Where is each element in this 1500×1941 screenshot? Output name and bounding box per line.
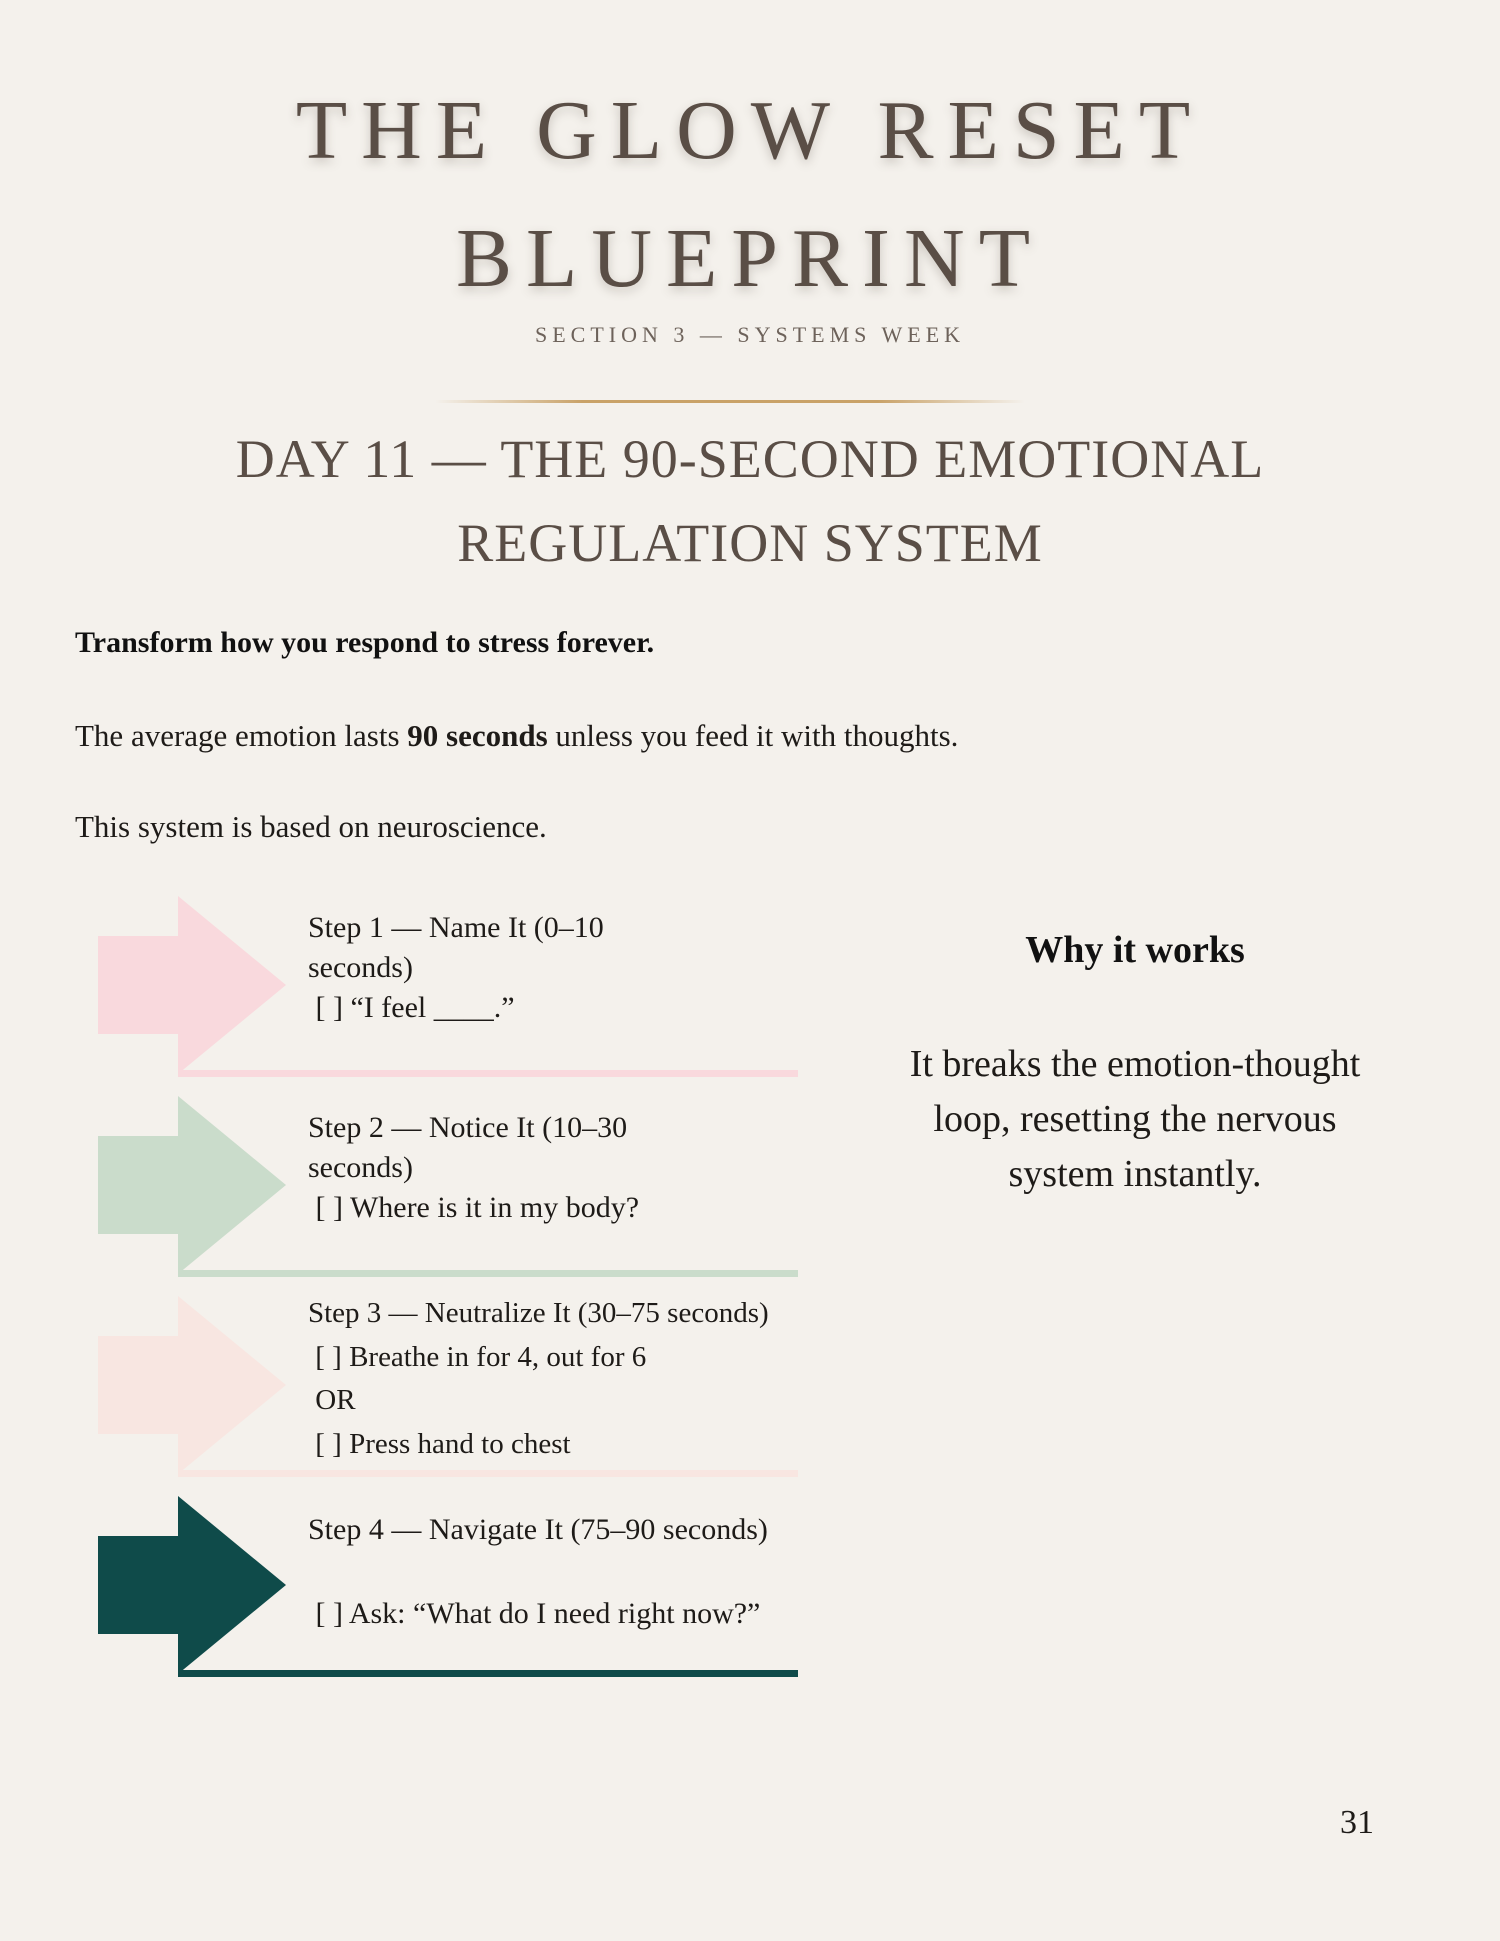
step-1-heading-cont: seconds) (308, 950, 413, 984)
document-title-line-1: THE GLOW RESET (295, 84, 1205, 177)
step-2-underline (178, 1270, 798, 1277)
step-4-text (308, 1510, 768, 1634)
step-3 (98, 1296, 798, 1480)
step-4-underline (178, 1670, 798, 1677)
step-4-arrow-icon (98, 1496, 286, 1674)
step-1-arrow-icon (98, 896, 286, 1074)
why-it-works-body: It breaks the emotion-thought loop, resetting the nervous system instantly. (909, 1043, 1361, 1196)
step-2-arrow-icon (98, 1096, 286, 1274)
step-3-underline (178, 1470, 798, 1477)
step-1-checkbox-item: [ ] “I feel ____.” (308, 990, 515, 1024)
step-2-checkbox-item: [ ] Where is it in my body? (308, 1190, 640, 1224)
step-3-checkbox-breathe: [ ] Breathe in for 4, out for 6 (308, 1340, 647, 1373)
step-3-heading: Step 3 — Neutralize It (30–75 seconds) (308, 1297, 769, 1329)
step-3-or-label: OR (308, 1384, 356, 1416)
intro-paragraph-1-bold: 90 seconds (407, 718, 548, 753)
step-3-arrow-icon (98, 1296, 286, 1474)
intro-paragraph-1 (75, 718, 958, 754)
lead-text: Transform how you respond to stress forever. (75, 626, 655, 659)
section-subtitle: SECTION 3 — SYSTEMS WEEK (534, 322, 966, 347)
document-title-line-2: BLUEPRINT (456, 212, 1044, 305)
step-2 (98, 1096, 798, 1280)
step-1 (98, 896, 798, 1080)
step-2-heading: Step 2 — Notice It (10–30 (308, 1111, 628, 1144)
step-1-text (308, 908, 604, 1028)
why-it-works-heading: Why it works (1025, 929, 1245, 971)
intro-paragraph-1-start: The average emotion lasts (75, 718, 408, 753)
step-3-checkbox-press: [ ] Press hand to chest (308, 1427, 571, 1460)
intro-paragraph-2: This system is based on neuroscience. (75, 809, 547, 844)
step-4 (98, 1496, 798, 1680)
day-title-line-1: DAY 11 — THE 90-SECOND EMOTIONAL (235, 429, 1265, 489)
step-3-text (308, 1292, 769, 1466)
step-4-checkbox-item: [ ] Ask: “What do I need right now?” (308, 1596, 761, 1630)
step-2-text (308, 1108, 639, 1228)
day-title-line-2: REGULATION SYSTEM (457, 513, 1043, 573)
step-1-underline (178, 1070, 798, 1077)
step-4-heading: Step 4 — Navigate It (75–90 seconds) (308, 1513, 768, 1546)
intro-paragraph-1-end: unless you feed it with thoughts. (547, 718, 959, 753)
step-1-heading: Step 1 — Name It (0–10 (308, 911, 604, 944)
step-2-heading-cont: seconds) (308, 1150, 413, 1184)
gold-divider (435, 400, 1025, 403)
page-number: 31 (1340, 1804, 1374, 1841)
